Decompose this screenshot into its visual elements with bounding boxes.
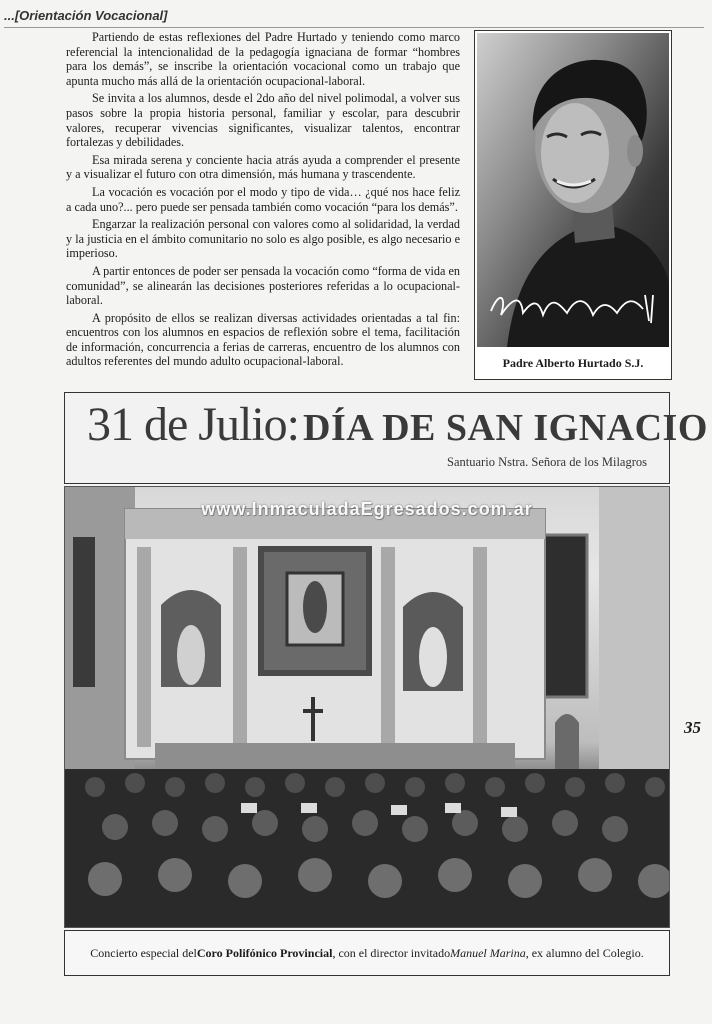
watermark-url: www.InmaculadaEgresados.com.ar	[201, 499, 533, 519]
caption-middle: , con el director invitado	[332, 945, 451, 960]
article-paragraph: A propósito de ellos se realizan diversas actividades orientadas a tal fin: encuentros con los alumnos en espacios de reflexión sobre el tema, facilitación de información, concurrencia a ferias de carreras, encuentro de los alumnos con adultos referentes del mundo adulto ocupacional-laboral.	[66, 310, 460, 369]
portrait-photo	[477, 33, 669, 347]
article-paragraph: A partir entonces de poder ser pensada la vocación como “forma de vida en comunidad”, se alinearán las decisiones posteriores referidas a lo ocupacional-laboral.	[66, 263, 460, 308]
event-location: Santuario Nstra. Señora de los Milagros	[447, 455, 647, 469]
event-name: DÍA DE SAN IGNACIO	[303, 407, 708, 449]
caption-suffix: , ex alumno del Colegio.	[525, 945, 644, 960]
section-header: ...[Orientación Vocacional]	[4, 8, 168, 23]
portrait-caption: Padre Alberto Hurtado S.J.	[502, 355, 644, 370]
article-paragraph: Esa mirada serena y conciente hacia atrás ayuda a comprender el presente y a visualizar el futuro con otra dimensión, más humana y trascendente.	[66, 152, 460, 182]
header-rule	[4, 27, 704, 28]
article-paragraph: Se invita a los alumnos, desde el 2do año del nivel polimodal, a volver sus pasos sobre la propia historia personal, familiar y escolar, para descubrir valores, recuperar vivencias significantes, visualizar talentos, encontrar fortalezas y debilidades.	[66, 91, 460, 150]
article-paragraph: La vocación es vocación por el modo y tipo de vida… ¿qué nos hace feliz a cada uno?... pero puede ser pensada también como vocación “para los demás”.	[66, 184, 460, 214]
portrait-figure	[474, 30, 672, 380]
article-paragraph: Engarzar la realización personal con valores como al solidaridad, la verdad y la justicia en el ámbito comunitario no solo es algo posible, es algo necesario e imperioso.	[66, 217, 460, 261]
church-interior-illustration	[65, 487, 669, 927]
caption-prefix: Concierto especial del	[90, 945, 197, 960]
concert-photo	[64, 486, 670, 928]
page-number: 35	[684, 718, 701, 737]
caption-director: Manuel Marina	[450, 945, 526, 960]
event-banner	[64, 392, 708, 484]
caption-choir: Coro Polifónico Provincial	[196, 945, 333, 960]
portrait-illustration	[477, 33, 669, 347]
photo-caption	[64, 930, 670, 976]
event-title	[87, 397, 708, 452]
article-paragraph: Partiendo de estas reflexiones del Padre Hurtado y teniendo como marco referencial la intencionalidad de la pedagogía ignaciana de formar “hombres para los demás”, se inscribe la orientación vocacional como un trabajo que apunta mucho más allá de la orientación ocupacional-laboral.	[66, 30, 460, 88]
event-date: 31 de Julio:	[87, 398, 299, 451]
article-body	[66, 30, 460, 372]
